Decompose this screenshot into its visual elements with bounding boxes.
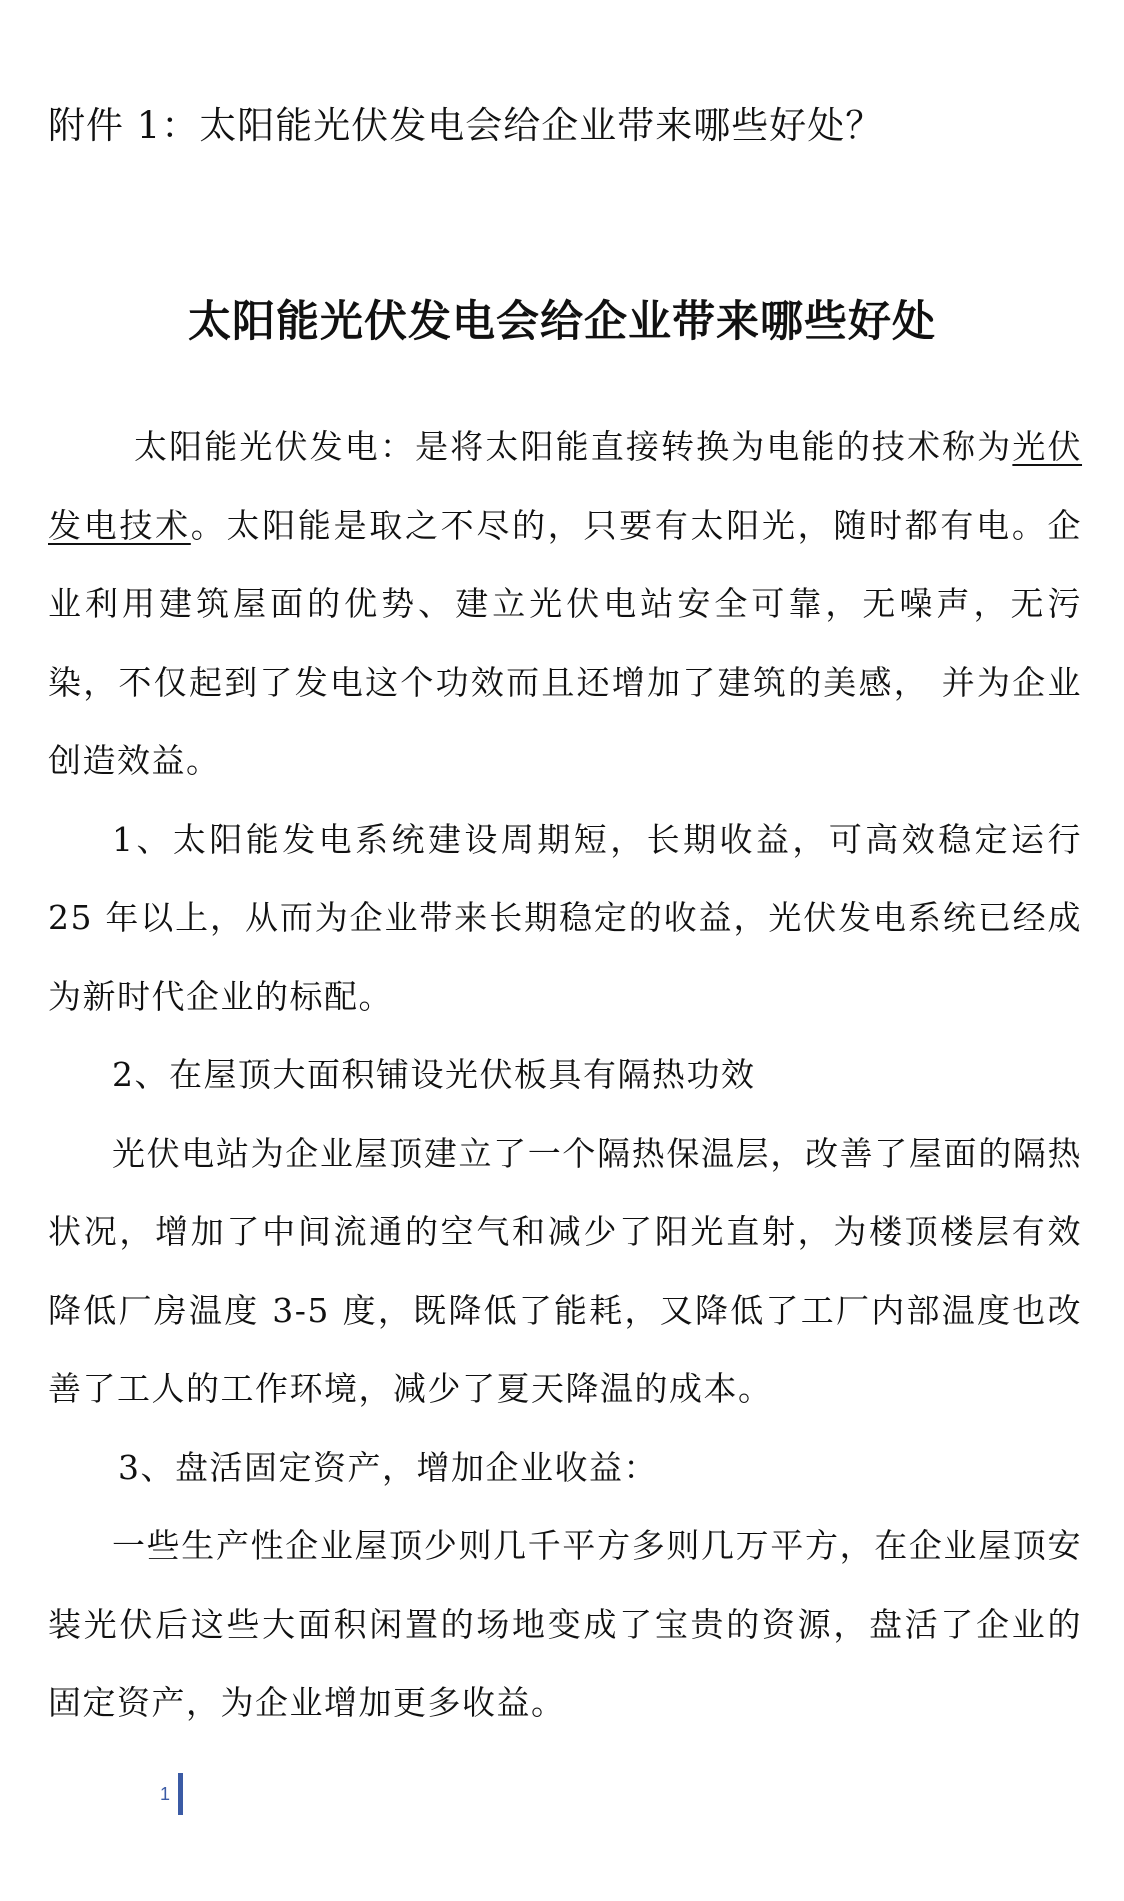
point-3-paragraph: 一些生产性企业屋顶少则几千平方多则几万平方，在企业屋顶安装光伏后这些大面积闲置的场地变成了宝贵的资源，盘活了企业的固定资产，为企业增加更多收益。 bbox=[48, 1526, 1082, 1722]
intro-text-end: 。太阳能是取之不尽的，只要有太阳光，随时都有电。企业利用建筑屋面的优势、建立光伏电站安全可靠，无噪声，无污染，不仅起到了发电这个功效而且还增加了建筑的美感， 并为企业创造效益。 bbox=[48, 505, 1083, 780]
point-3-heading: 3、盘活固定资产，增加企业收益： bbox=[118, 1447, 658, 1487]
point-2-paragraph: 光伏电站为企业屋顶建立了一个隔热保温层，改善了屋面的隔热状况，增加了中间流通的空气和减少了阳光直射，为楼顶楼层有效降低厂房温度 3-5 度，既降低了能耗，又降低了工厂内部温度也改善了工人的工作环境，减少了夏天降温的成本。 bbox=[48, 1133, 1082, 1408]
document-body bbox=[48, 408, 1082, 1743]
page-number: 1 bbox=[160, 1783, 171, 1804]
document-title: 太阳能光伏发电会给企业带来哪些好处 bbox=[188, 297, 936, 347]
attachment-heading: 附件 1：太阳能光伏发电会给企业带来哪些好处？ bbox=[48, 104, 884, 147]
pv-technology-link[interactable]: 光伏发电技术 bbox=[48, 427, 1083, 545]
intro-text-start: 太阳能光伏发电：是将太阳能直接转换为电能的技术称为 bbox=[134, 427, 1013, 466]
point-2-heading: 2、在屋顶大面积铺设光伏板具有隔热功效 bbox=[112, 1055, 756, 1094]
page-number-divider bbox=[178, 1773, 183, 1815]
intro-paragraph bbox=[48, 408, 1082, 801]
point-1-paragraph: 1、太阳能发电系统建设周期短，长期收益，可高效稳定运行 25 年以上，从而为企业带来长期稳定的收益，光伏发电系统已经成为新时代企业的标配。 bbox=[48, 819, 1082, 1016]
page-footer bbox=[160, 1772, 183, 1816]
